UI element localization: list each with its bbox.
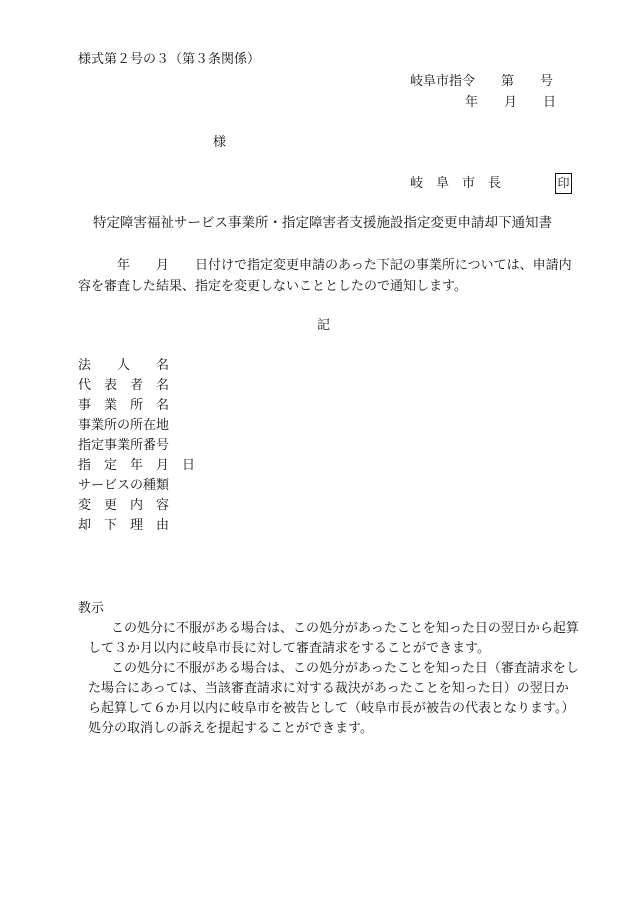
- ki-heading: 記: [317, 318, 331, 333]
- notice-body: 年 月 日付けで指定変更申請のあった下記の事業所については、申請内容を審査した結果、指定を変更しないこととしたので通知します。: [78, 258, 572, 294]
- addressee-suffix: 様: [213, 135, 227, 150]
- field-corporation-name: 法 人 名: [78, 358, 170, 373]
- field-office-name: 事 業 所 名: [78, 398, 170, 413]
- form-number: 様式第２号の３（第３条関係）: [78, 52, 261, 67]
- field-representative-name: 代 表 者 名: [78, 378, 170, 393]
- seal-stamp: 印: [555, 173, 572, 194]
- instruction-paragraph: この処分に不服がある場合は、この処分があったことを知った日（審査請求をした場合にあっては、当該審査請求に対する裁決があったことを知った日）の翌日から起算して６か月以内に岐阜市を被告として（岐阜市長が被告の代表となります。）処分の取消しの訴えを提起することができます。: [88, 661, 579, 736]
- field-list: [78, 356, 195, 536]
- field-service-type: サービスの種類: [78, 478, 170, 493]
- field-office-address: 事業所の所在地: [78, 418, 170, 433]
- date-line: 年 月 日: [465, 95, 557, 110]
- instruction-paragraph: この処分に不服がある場合は、この処分があったことを知った日の翌日から起算して３か月以内に岐阜市長に対して審査請求をすることができます。: [88, 621, 579, 656]
- order-number: 岐阜市指令 第 号: [410, 74, 554, 89]
- instruction-heading: 教示: [78, 601, 105, 616]
- field-change-content: 変 更 内 容: [78, 498, 170, 513]
- issuer-title: 岐 阜 市 長: [410, 176, 502, 191]
- field-rejection-reason: 却 下 理 由: [78, 518, 170, 533]
- field-office-number: 指定事業所番号: [78, 438, 170, 453]
- document-title: 特定障害福祉サービス事業所・指定障害者支援施設指定変更申請却下通知書: [93, 215, 552, 231]
- field-designation-date: 指 定 年 月 日: [78, 458, 196, 473]
